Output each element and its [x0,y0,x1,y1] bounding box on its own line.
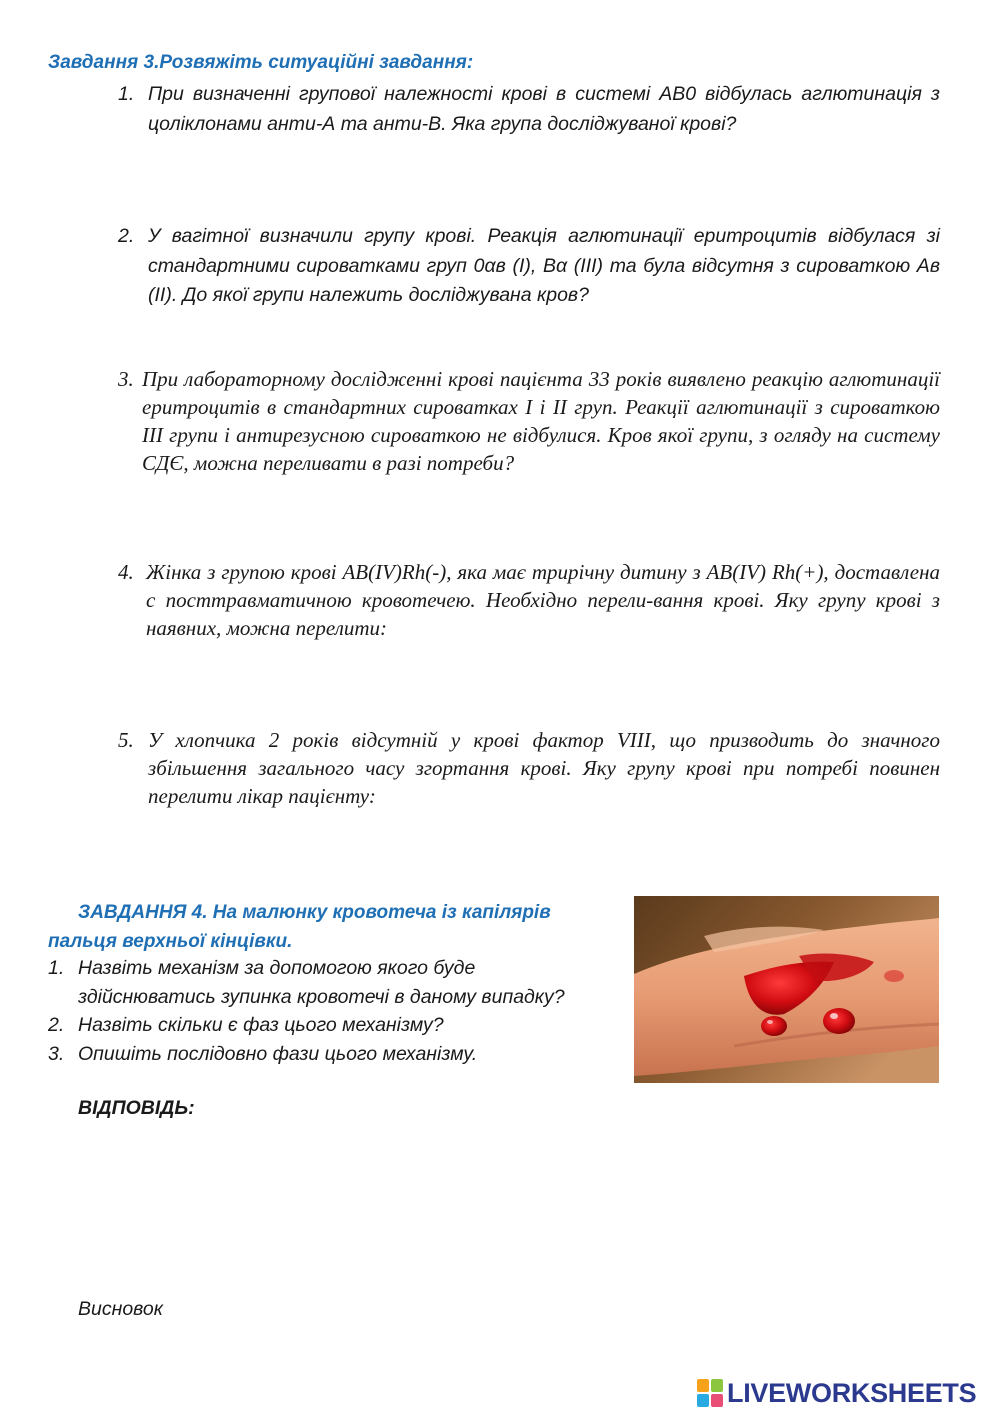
question-number: 1. [48,957,65,979]
item-number: 5. [118,728,134,752]
item-number: 4. [118,560,134,584]
task3-item-4 [118,558,940,642]
conclusion-label: Висновок [78,1298,163,1320]
task3-title: Завдання 3.Розвяжіть ситуаційні завдання: [48,52,474,73]
item-number: 3. [118,367,134,391]
item-text: Жінка з групою крові AB(IV)Rh(-), яка має трирічну дитину з AB(IV) Rh(+), доставлена с посттравматичною кровотечею. Необхідно перели-вання крові. Яку групу крові з наявних, можна перелити: [146,560,940,640]
item-text: У хлопчика 2 років відсутній у крові фактор VIII, що призводить до значного збільшення загального часу згортання крові. Яку групу крові при потребі повинен перелити лікар пацієнту: [148,728,940,808]
logo-tiles-icon [697,1379,723,1407]
question-text: Назвіть механізм за допомогою якого буде здійснюватись зупинка кровотечі в даному випадку? [78,957,565,1008]
task4-title-line1: ЗАВДАННЯ 4. На малюнку кровотеча із капілярів [78,902,551,923]
task4-question-3 [48,1040,608,1069]
question-text: Опишіть послідовно фази цього механізму. [78,1042,478,1065]
bleeding-finger-photo [634,896,939,1083]
brand-name: LIVEWORKSHEETS [727,1377,977,1408]
item-number: 1. [118,83,135,105]
item-number: 2. [118,225,135,247]
task3-item-3 [118,365,940,477]
liveworksheets-logo [697,1376,976,1410]
task3-item-1 [118,80,940,139]
task4-questions [48,954,608,1068]
question-number: 3. [48,1042,65,1065]
task4-title-line2: пальця верхньої кінцівки. [48,931,293,952]
item-text: При лабораторному дослідженні крові пацієнта 33 років виявлено реакцію аглютинації еритроцитів в стандартних сироватках І і ІІ груп. Реакції аглютинації з сироваткою ІІІ групи і антирезусною сироваткою не відбулися. Кров якої групи, з огляду на систему СДЄ, можна переливати в разі потреби? [142,367,940,475]
task4-question-2 [48,1011,608,1040]
item-text: У вагітної визначили групу крові. Реакція аглютинації еритроцитів відбулася зі стандартними сироватками груп 0αв (І), Вα (ІІІ) та була відсутня з сироваткою Ав (ІІ). До якої групи належить досліджувана кров? [148,225,940,306]
answer-label: ВІДПОВІДЬ: [78,1097,195,1119]
task4-question-1 [48,954,608,1011]
task4-title [48,898,628,956]
question-number: 2. [48,1014,65,1036]
question-text: Назвіть скільки є фаз цього механізму? [78,1014,444,1036]
task3-item-2 [118,222,940,311]
task3-item-5 [118,726,940,810]
item-text: При визначенні групової належності крові в системі АВ0 відбулась аглютинація з цоліклонами анти-А та анти-В. Яка група досліджуваної крові? [148,83,940,135]
